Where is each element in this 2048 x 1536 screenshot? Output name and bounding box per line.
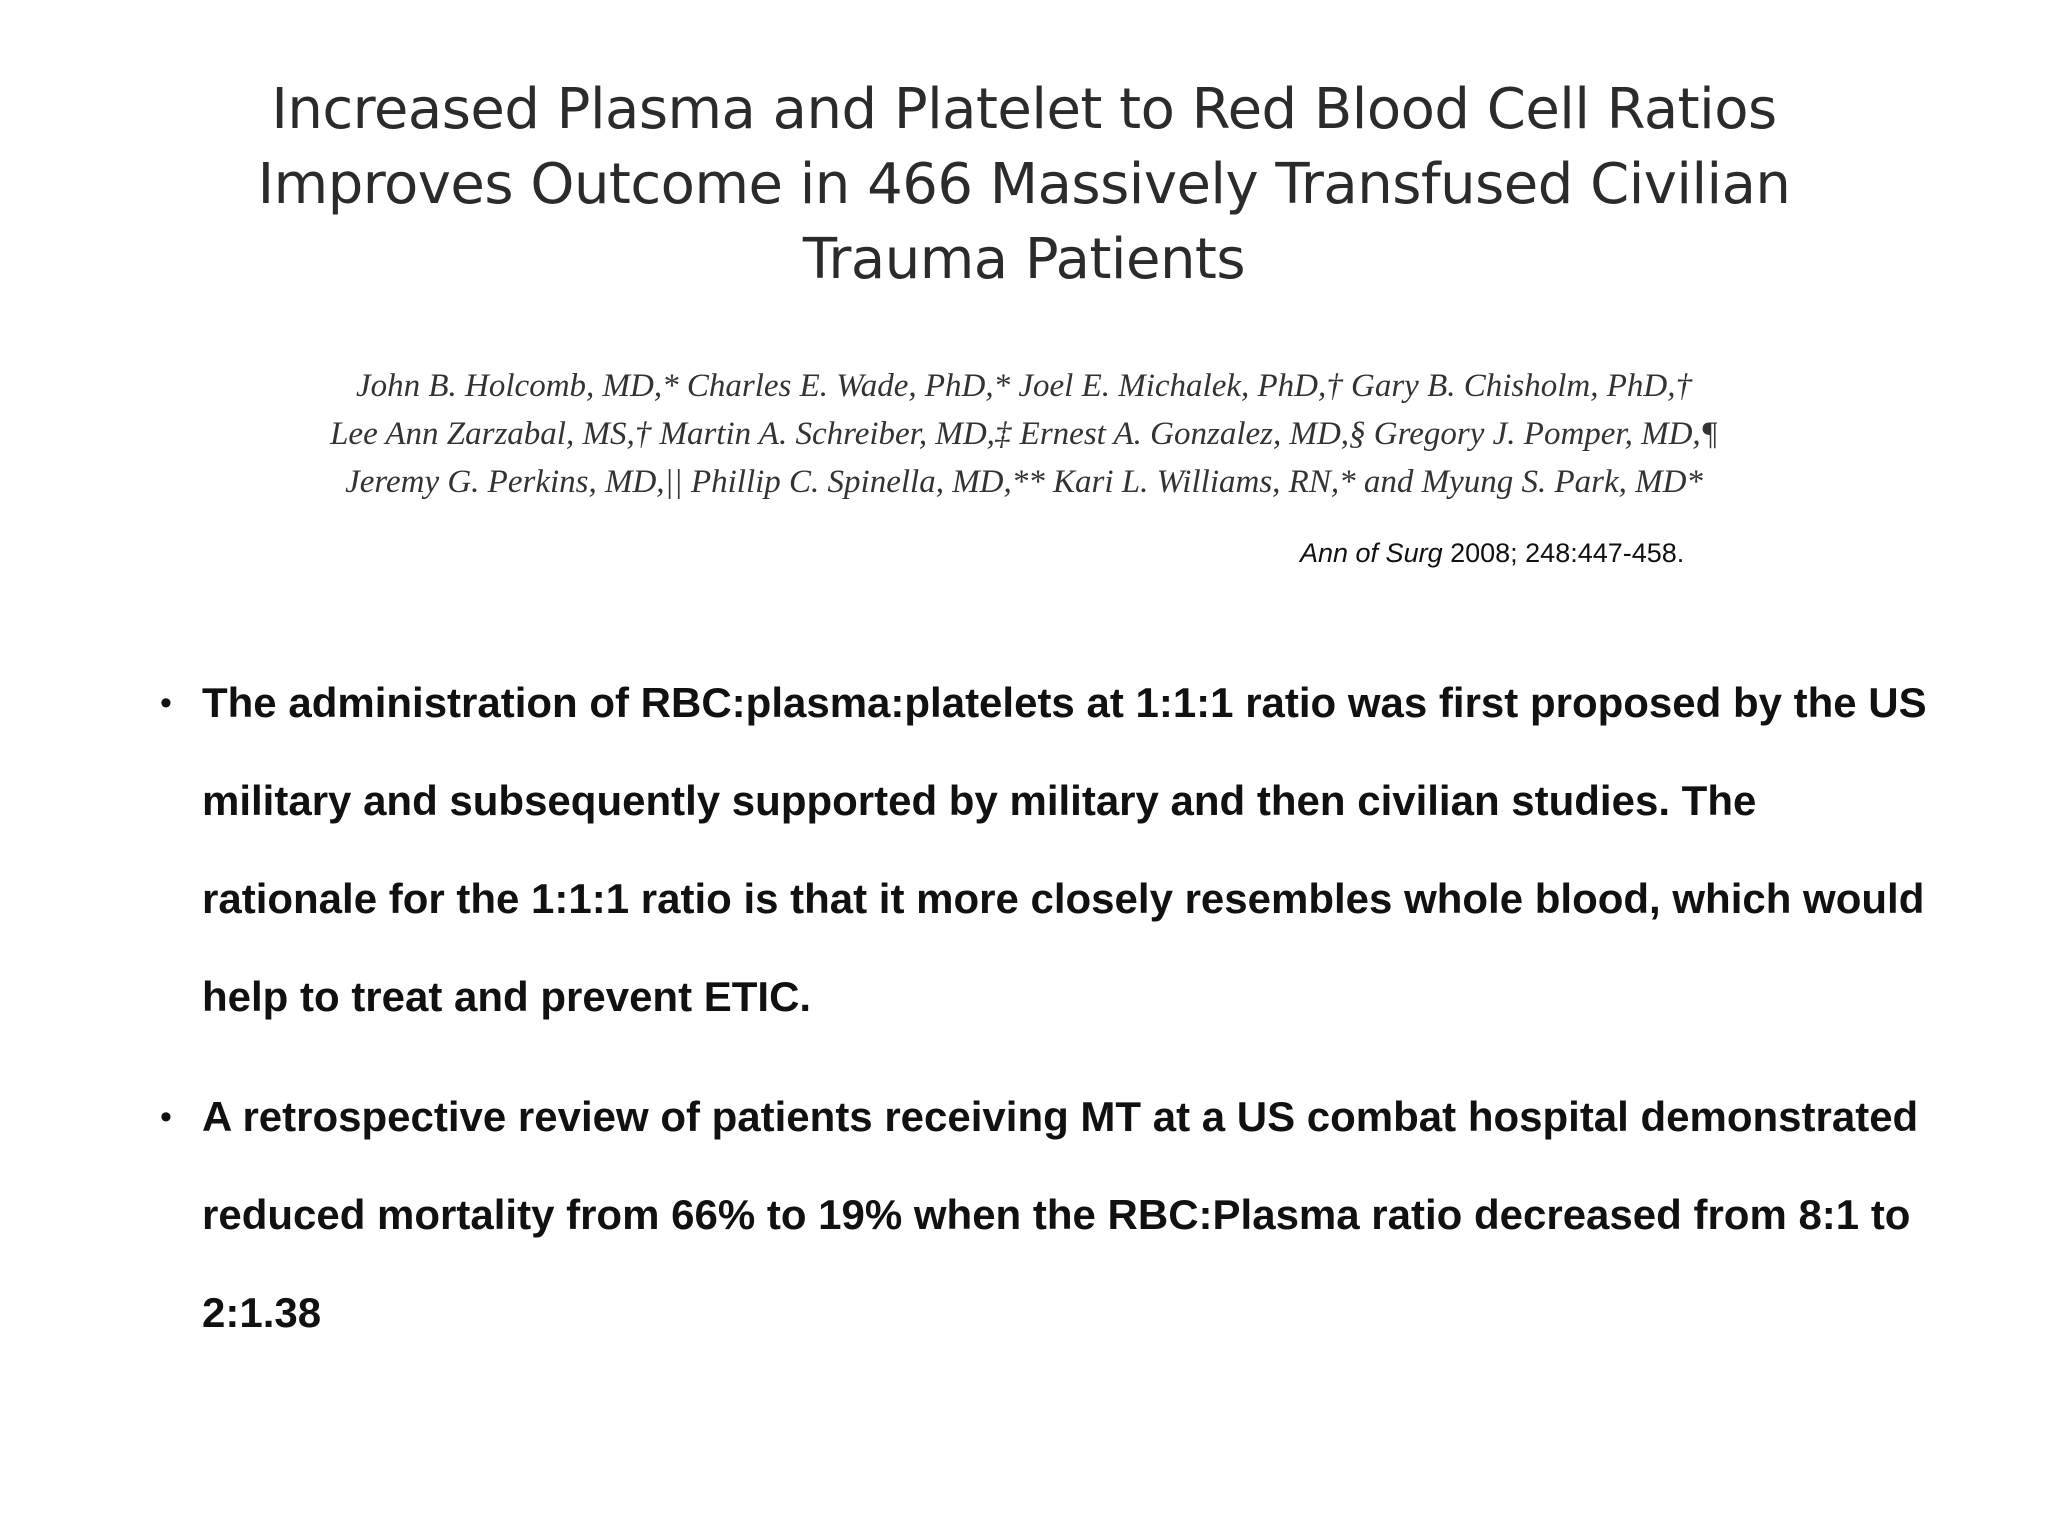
paper-title-line-2: Improves Outcome in 466 Massively Transfused Civilian	[257, 152, 1791, 217]
paper-title-line-1: Increased Plasma and Platelet to Red Blood Cell Ratios	[271, 77, 1777, 142]
citation-details: 2008; 248:447-458.	[1442, 538, 1685, 568]
citation	[1300, 536, 1684, 570]
author-line-1: John B. Holcomb, MD,* Charles E. Wade, PhD,* Joel E. Michalek, PhD,† Gary B. Chisholm, PhD,†	[356, 368, 1692, 404]
bullet-item	[160, 1068, 1940, 1362]
paper-title	[150, 72, 1898, 297]
bullet-list	[160, 654, 1940, 1384]
citation-journal: Ann of Surg	[1300, 538, 1443, 568]
bullet-text-1: The administration of RBC:plasma:platelets at 1:1:1 ratio was first proposed by the US military and subsequently supported by military and then civilian studies. The rationale for the 1:1:1 ratio is that it more closely resembles whole blood, which would help to treat and prevent ETIC.	[202, 679, 1927, 1020]
bullet-icon: •	[160, 684, 172, 722]
author-line-2: Lee Ann Zarzabal, MS,† Martin A. Schreiber, MD,‡ Ernest A. Gonzalez, MD,§ Gregory J. Pomper, MD,¶	[330, 416, 1718, 452]
paper-title-line-3: Trauma Patients	[802, 227, 1246, 292]
bullet-icon: •	[160, 1098, 172, 1136]
author-line-3: Jeremy G. Perkins, MD,|| Phillip C. Spinella, MD,** Kari L. Williams, RN,* and Myung S. Park, MD*	[345, 464, 1703, 500]
author-list	[150, 362, 1898, 506]
bullet-item	[160, 654, 1940, 1046]
bullet-text-2: A retrospective review of patients receiving MT at a US combat hospital demonstrated reduced mortality from 66% to 19% when the RBC:Plasma ratio decreased from 8:1 to 2:1.38	[202, 1093, 1919, 1336]
